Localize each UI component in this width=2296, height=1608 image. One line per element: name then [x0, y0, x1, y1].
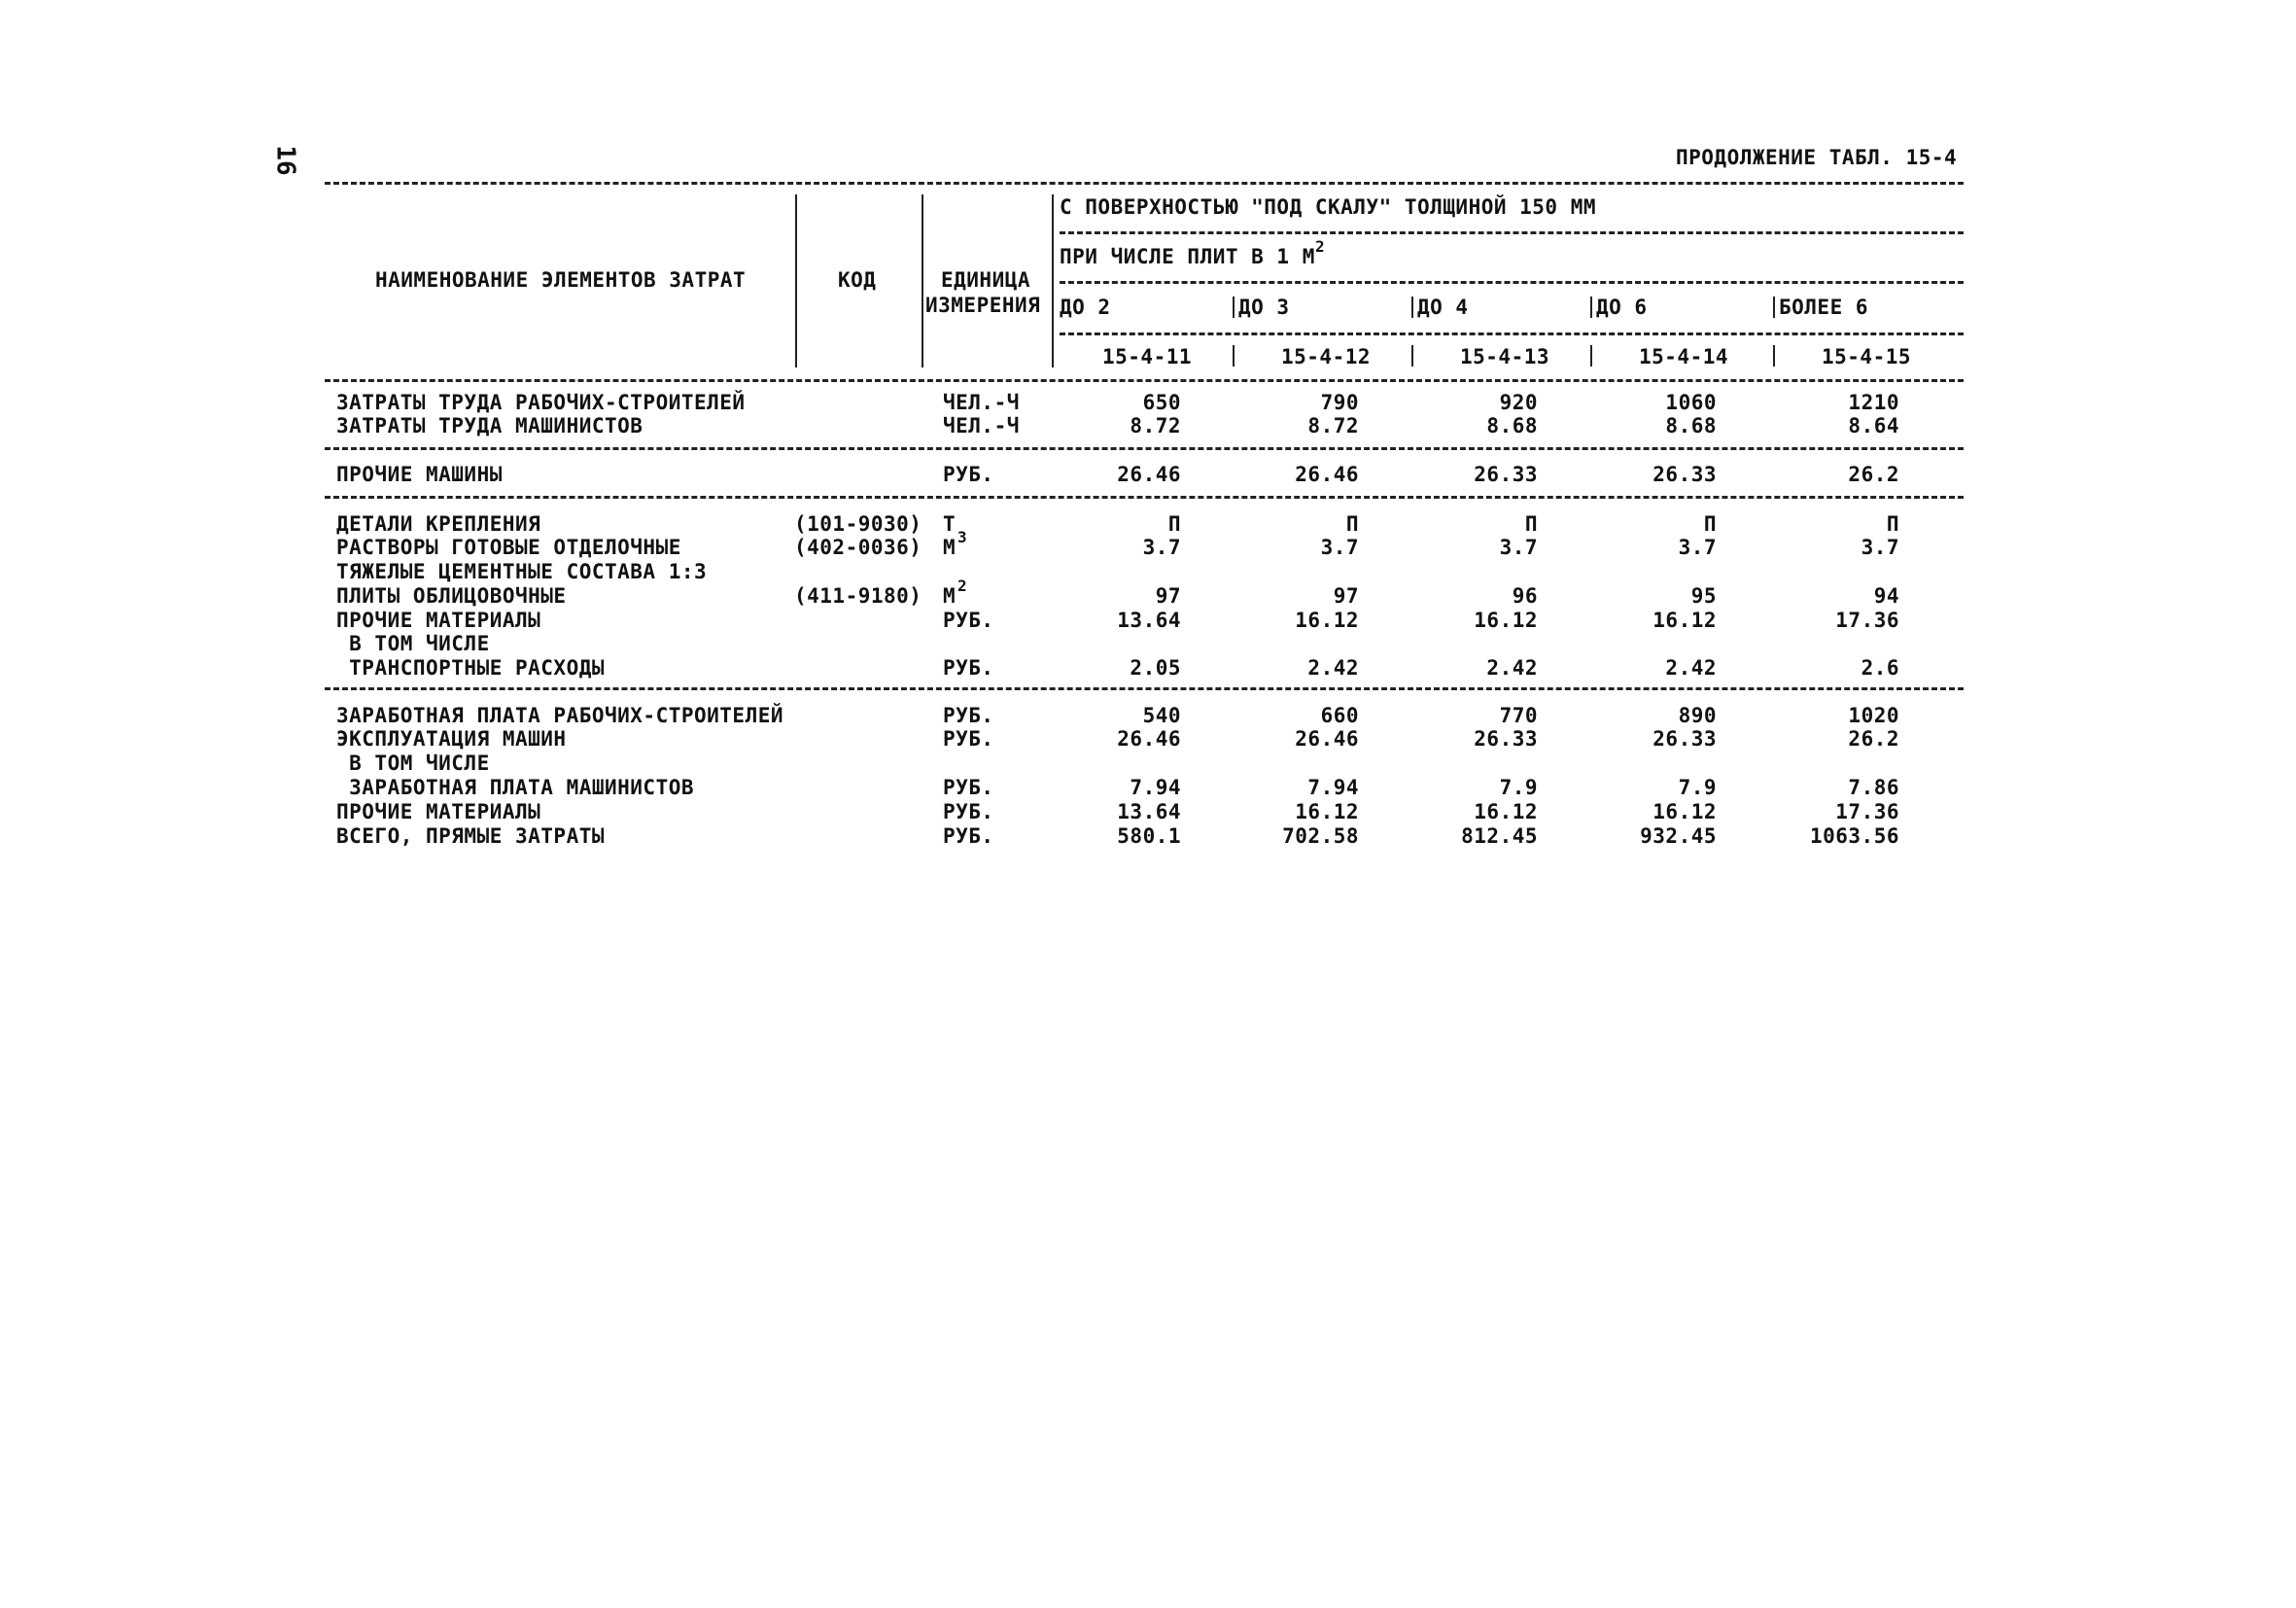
- row-value-5: 2.6: [1861, 656, 1899, 680]
- row-unit: М: [943, 584, 957, 608]
- row-name: В ТОМ ЧИСЛЕ: [336, 632, 490, 655]
- row-value-1: 580.1: [1117, 824, 1181, 848]
- row-value-2: 660: [1320, 704, 1359, 727]
- row-unit: М: [943, 536, 957, 559]
- row-code: (411-9180): [794, 584, 922, 608]
- row-value-1: 26.46: [1117, 727, 1181, 751]
- row-value-1: 540: [1142, 704, 1181, 727]
- row-value-2: 16.12: [1295, 609, 1359, 632]
- row-value-4: 16.12: [1652, 800, 1717, 823]
- row-name: ЭКСПЛУАТАЦИЯ МАШИН: [336, 727, 567, 751]
- row-value-5: 7.86: [1848, 776, 1899, 799]
- row-value-4: 2.42: [1665, 656, 1717, 680]
- row-value-3: 7.9: [1499, 776, 1538, 799]
- header-subgroup-title: ПРИ ЧИСЛЕ ПЛИТ В 1 М: [1060, 245, 1315, 268]
- row-name: ЗАРАБОТНАЯ ПЛАТА МАШИНИСТОВ: [336, 776, 695, 799]
- range-5: БОЛЕЕ 6: [1779, 296, 1869, 319]
- row-value-5: 26.2: [1848, 727, 1899, 751]
- row-value-1: 97: [1155, 584, 1181, 608]
- row-value-5: 94: [1873, 584, 1899, 608]
- row-value-3: 3.7: [1499, 536, 1538, 559]
- row-value-1: П: [1167, 512, 1181, 536]
- row-value-5: 1063.56: [1809, 824, 1899, 848]
- row-value-3: 16.12: [1474, 609, 1538, 632]
- range-sep-4: [1590, 297, 1592, 318]
- code-sep-4: [1590, 345, 1592, 367]
- range-sep-3: [1411, 297, 1413, 318]
- col-sep-code: [922, 194, 923, 367]
- row-value-2: 3.7: [1320, 536, 1359, 559]
- code-3: 15-4-13: [1460, 345, 1550, 368]
- row-value-3: 770: [1499, 704, 1538, 727]
- row-value-1: 13.64: [1117, 800, 1181, 823]
- row-value-1: 13.64: [1117, 609, 1181, 632]
- row-value-1: 3.7: [1142, 536, 1181, 559]
- row-unit: РУБ.: [943, 609, 994, 632]
- row-name: ПЛИТЫ ОБЛИЦОВОЧНЫЕ: [336, 584, 567, 608]
- row-unit: РУБ.: [943, 656, 994, 680]
- section-rule-2: [325, 496, 1964, 499]
- row-value-2: П: [1345, 512, 1359, 536]
- header-unit-col-2: ИЗМЕРЕНИЯ: [925, 294, 1041, 317]
- row-value-2: 97: [1333, 584, 1359, 608]
- row-value-4: 932.45: [1640, 824, 1717, 848]
- row-value-4: 890: [1678, 704, 1717, 727]
- row-unit: РУБ.: [943, 776, 994, 799]
- code-1: 15-4-11: [1102, 345, 1193, 368]
- row-value-2: 7.94: [1307, 776, 1359, 799]
- row-value-3: 26.33: [1474, 463, 1538, 486]
- header-rule-3: [1060, 332, 1964, 335]
- row-unit: РУБ.: [943, 727, 994, 751]
- row-value-5: 1210: [1848, 391, 1899, 414]
- page-number: 16: [270, 145, 300, 176]
- row-name: ЗАТРАТЫ ТРУДА РАБОЧИХ-СТРОИТЕЛЕЙ: [336, 391, 746, 414]
- row-code: (101-9030): [794, 512, 922, 536]
- range-sep-2: [1233, 297, 1235, 318]
- row-value-3: 920: [1499, 391, 1538, 414]
- header-rule-2: [1060, 281, 1964, 284]
- header-subgroup-sup: 2: [1315, 237, 1325, 256]
- range-4: ДО 6: [1596, 296, 1648, 319]
- row-value-5: 8.64: [1848, 414, 1899, 437]
- row-value-5: 3.7: [1861, 536, 1899, 559]
- code-4: 15-4-14: [1639, 345, 1729, 368]
- code-sep-2: [1233, 345, 1235, 367]
- row-value-2: 702.58: [1282, 824, 1359, 848]
- col-sep-unit: [1052, 194, 1054, 367]
- row-value-2: 790: [1320, 391, 1359, 414]
- code-2: 15-4-12: [1281, 345, 1372, 368]
- range-sep-5: [1773, 297, 1775, 318]
- row-value-5: П: [1886, 512, 1899, 536]
- row-unit: ЧЕЛ.-Ч: [943, 391, 1020, 414]
- row-value-4: 3.7: [1678, 536, 1717, 559]
- row-value-5: 26.2: [1848, 463, 1899, 486]
- code-sep-5: [1773, 345, 1775, 367]
- row-value-1: 8.72: [1130, 414, 1181, 437]
- row-value-3: П: [1524, 512, 1538, 536]
- row-value-3: 96: [1512, 584, 1538, 608]
- code-5: 15-4-15: [1822, 345, 1912, 368]
- code-sep-3: [1411, 345, 1413, 367]
- table-caption: ПРОДОЛЖЕНИЕ ТАБЛ. 15-4: [1676, 146, 1958, 169]
- row-name: ДЕТАЛИ КРЕПЛЕНИЯ: [336, 512, 541, 536]
- row-unit: РУБ.: [943, 463, 994, 486]
- range-3: ДО 4: [1417, 296, 1469, 319]
- row-unit-sup: 3: [957, 528, 967, 546]
- section-rule-1: [325, 447, 1964, 450]
- row-value-4: 8.68: [1665, 414, 1717, 437]
- row-value-4: 1060: [1665, 391, 1717, 414]
- row-name: ЗАТРАТЫ ТРУДА МАШИНИСТОВ: [336, 414, 644, 437]
- row-value-2: 16.12: [1295, 800, 1359, 823]
- row-name: ПРОЧИЕ МАТЕРИАЛЫ: [336, 609, 541, 632]
- header-unit-col-1: ЕДИНИЦА: [941, 268, 1031, 292]
- row-value-1: 2.05: [1130, 656, 1181, 680]
- row-value-2: 8.72: [1307, 414, 1359, 437]
- top-rule: [325, 182, 1964, 185]
- header-code-col: КОД: [838, 268, 877, 292]
- row-code: (402-0036): [794, 536, 922, 559]
- row-name: В ТОМ ЧИСЛЕ: [336, 752, 490, 775]
- range-2: ДО 3: [1238, 296, 1290, 319]
- row-value-3: 812.45: [1461, 824, 1538, 848]
- row-value-1: 26.46: [1117, 463, 1181, 486]
- range-1: ДО 2: [1060, 296, 1111, 319]
- row-unit-sup: 2: [957, 577, 967, 595]
- row-name: РАСТВОРЫ ГОТОВЫЕ ОТДЕЛОЧНЫЕ: [336, 536, 681, 559]
- row-value-3: 8.68: [1486, 414, 1538, 437]
- row-value-5: 17.36: [1835, 800, 1899, 823]
- row-unit: РУБ.: [943, 704, 994, 727]
- section-rule-3: [325, 687, 1964, 690]
- row-value-1: 7.94: [1130, 776, 1181, 799]
- row-value-1: 650: [1142, 391, 1181, 414]
- row-name: ВСЕГО, ПРЯМЫЕ ЗАТРАТЫ: [336, 824, 606, 848]
- row-value-5: 17.36: [1835, 609, 1899, 632]
- row-value-4: 26.33: [1652, 463, 1717, 486]
- row-unit: РУБ.: [943, 824, 994, 848]
- row-name: ТРАНСПОРТНЫЕ РАСХОДЫ: [336, 656, 606, 680]
- row-value-4: 16.12: [1652, 609, 1717, 632]
- header-rule-1: [1060, 231, 1964, 234]
- row-value-2: 26.46: [1295, 463, 1359, 486]
- row-value-3: 26.33: [1474, 727, 1538, 751]
- row-name: ПРОЧИЕ МАШИНЫ: [336, 463, 503, 486]
- row-unit: ЧЕЛ.-Ч: [943, 414, 1020, 437]
- row-value-4: 7.9: [1678, 776, 1717, 799]
- row-value-2: 2.42: [1307, 656, 1359, 680]
- row-value-2: 26.46: [1295, 727, 1359, 751]
- row-unit: Т: [943, 512, 957, 536]
- row-name: ТЯЖЕЛЫЕ ЦЕМЕНТНЫЕ СОСТАВА 1:3: [336, 560, 708, 583]
- header-name-col: НАИМЕНОВАНИЕ ЭЛЕМЕНТОВ ЗАТРАТ: [375, 268, 747, 292]
- header-group-title: С ПОВЕРХНОСТЬЮ "ПОД СКАЛУ" ТОЛЩИНОЙ 150 ММ: [1060, 195, 1597, 219]
- row-value-4: П: [1703, 512, 1717, 536]
- row-value-5: 1020: [1848, 704, 1899, 727]
- row-value-4: 95: [1690, 584, 1717, 608]
- row-value-4: 26.33: [1652, 727, 1717, 751]
- col-sep-name: [795, 194, 797, 367]
- row-value-3: 16.12: [1474, 800, 1538, 823]
- row-name: ПРОЧИЕ МАТЕРИАЛЫ: [336, 800, 541, 823]
- header-bottom-rule: [325, 379, 1964, 382]
- row-name: ЗАРАБОТНАЯ ПЛАТА РАБОЧИХ-СТРОИТЕЛЕЙ: [336, 704, 784, 727]
- row-value-3: 2.42: [1486, 656, 1538, 680]
- row-unit: РУБ.: [943, 800, 994, 823]
